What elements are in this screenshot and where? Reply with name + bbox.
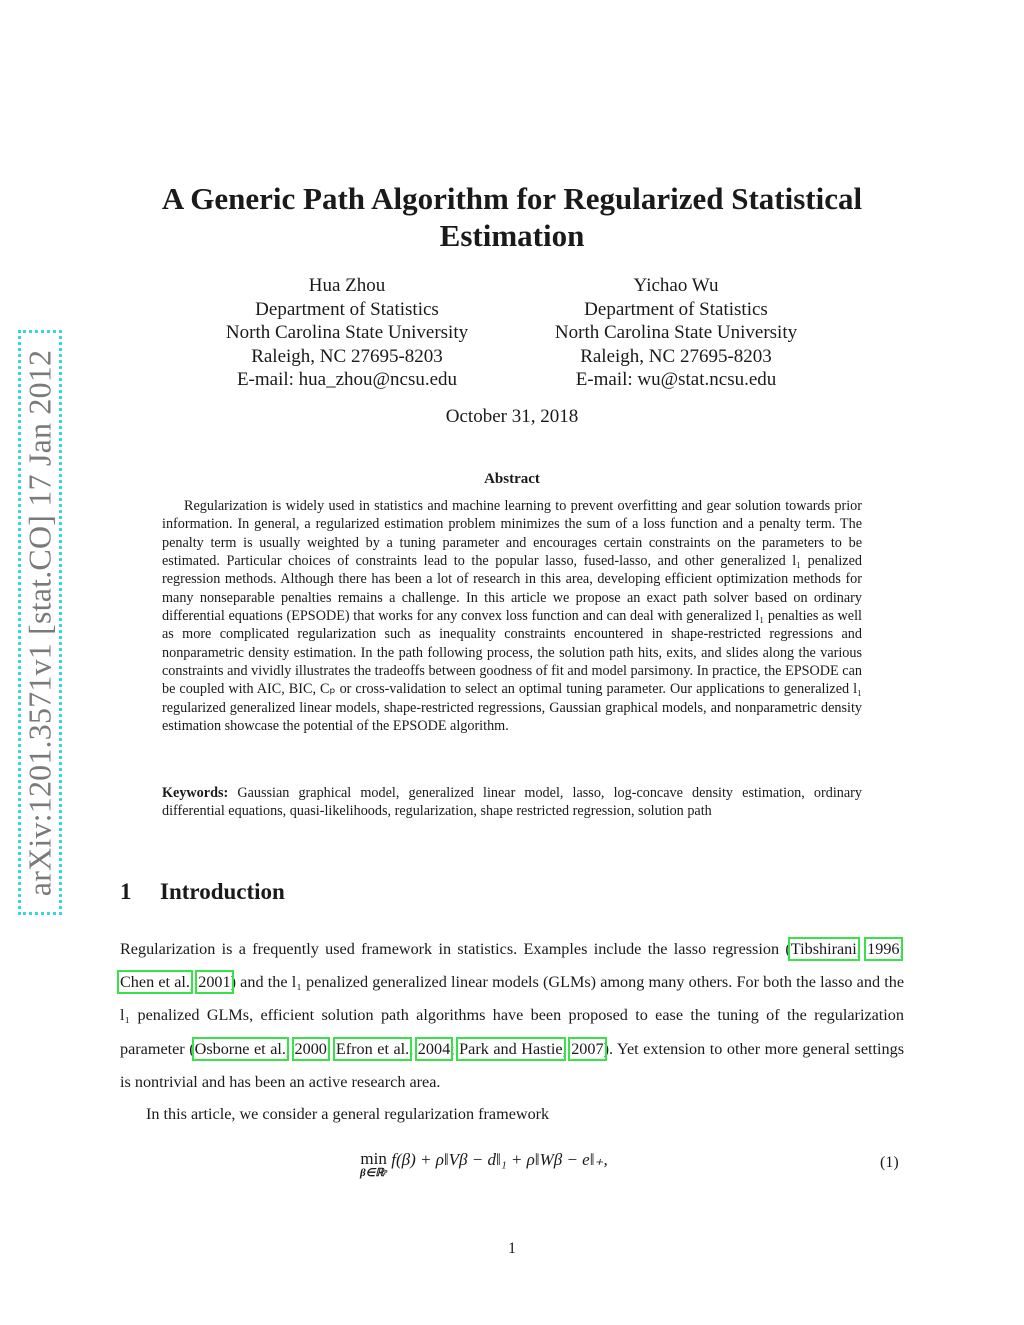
text-run: ). Yet extension to other more general settings is nontrivial and has been an active research area. [120, 1039, 905, 1091]
author-department: Department of Statistics [255, 298, 439, 320]
citation-link[interactable]: Osborne et al. [194, 1039, 286, 1058]
author-name: Hua Zhou [308, 275, 386, 296]
citation-link[interactable]: 2007 [571, 1039, 604, 1058]
paper-title: A Generic Path Algorithm for Regularized Statistical Estimation [161, 181, 863, 253]
section-heading [120, 879, 285, 905]
citation-link[interactable]: 2001 [198, 973, 231, 992]
text-run: ) and the l₁ penalized generalized linear models (GLMs) among many others. For both the lasso and the l₁ penalized GLMs, efficient solution path algorithms have been proposed to ease the tuning of the regularization parameter ( [120, 973, 904, 1058]
text-run: , [856, 940, 868, 958]
author-email: E-mail: hua_zhou@ncsu.edu [236, 369, 458, 390]
arxiv-stamp-text: arXiv:1201.3571v1 [stat.CO] 17 Jan 2012 [21, 349, 58, 896]
author-block-2 [506, 274, 846, 392]
page-number: 1 [508, 1240, 516, 1257]
author-email: E-mail: wu@stat.ncsu.edu [575, 369, 777, 390]
text-run: , [189, 973, 199, 992]
text-run: ; [326, 1039, 336, 1058]
equation-label: (1) [880, 1154, 899, 1171]
citation-link[interactable]: Chen et al. [120, 973, 190, 992]
equation-1 [360, 1150, 608, 1178]
intro-paragraph [120, 933, 904, 1099]
text-run: , [562, 1039, 572, 1058]
citation-link[interactable]: 2000 [294, 1039, 327, 1058]
text-run: ; [899, 940, 905, 958]
author-department: Department of Statistics [584, 298, 768, 320]
citation-link[interactable]: 1996 [867, 940, 900, 958]
section-number: 1 [120, 879, 132, 904]
citation-link[interactable]: Park and Hastie [459, 1039, 563, 1058]
min-label: min [360, 1149, 387, 1168]
keywords-text: Gaussian graphical model, generalized linear model, lasso, log-concave density estimation, ordinary differential equations, quasi-likelihoods, regularization, shape restricted regression, solution path [162, 785, 862, 820]
author-address: Raleigh, NC 27695-8203 [580, 345, 772, 367]
citation-link[interactable]: Tibshirani [790, 940, 857, 958]
keywords [162, 784, 862, 821]
citation-link[interactable]: 2004 [417, 1039, 451, 1058]
paper-date: October 31, 2018 [445, 406, 579, 427]
section-title: Introduction [160, 879, 285, 904]
author-university: North Carolina State University [225, 322, 469, 343]
text-run: , [285, 1039, 295, 1058]
abstract-text: Regularization is widely used in statistics and machine learning to prevent overfitting and gear solution towards prior information. In general, a regularized estimation problem minimizes the sum of a loss function and a penalty term. The penalty term is usually weighted by a tuning parameter and encourages certain constraints on the parameters to be estimated. Particular choices of constraints lead to the popular lasso, fused-lasso, and other generalized l₁ penalized regression methods. Although there has been a lot of research in this area, developing efficient optimization methods for many nonseparable penalties remains a challenge. In this article we propose an exact path solver based on ordinary differential equations (EPSODE) that works for any convex loss function and can deal with generalized l₁ penalties as well as more complicated regularization such as inequality constraints encountered in shape-restricted regressions and nonparametric density estimation. In the path following process, the solution path hits, exits, and slides along the various constraints and vividly illustrates the tradeoffs between goodness of fit and model parsimony. In practice, the EPSODE can be coupled with AIC, BIC, Cₚ or cross-validation to select an optimal tuning parameter. Our applications to generalized l₁ regularized generalized linear models, shape-restricted regressions, Gaussian graphical models, and nonparametric density estimation showcase the potential of the EPSODE algorithm. [162, 498, 862, 735]
citation-link[interactable]: Efron et al. [335, 1039, 410, 1058]
text-run: Regularization is a frequently used framework in statistics. Examples include the lasso regression ( [120, 940, 791, 958]
text-run: , [409, 1039, 418, 1058]
abstract-heading: Abstract [484, 471, 540, 487]
keywords-label: Keywords: [162, 785, 229, 801]
framework-paragraph: In this article, we consider a general regularization framework [146, 1105, 550, 1123]
min-subscript: β∈ℝᵖ [360, 1167, 388, 1179]
text-run: ; [450, 1039, 460, 1058]
author-address: Raleigh, NC 27695-8203 [251, 345, 443, 367]
min-operator [360, 1150, 387, 1178]
author-block-1 [177, 274, 517, 392]
author-name: Yichao Wu [633, 275, 719, 296]
equation-expression: f(β) + ρ‖Vβ − d‖₁ + ρ‖Wβ − e‖₊, [391, 1150, 608, 1169]
author-university: North Carolina State University [554, 322, 798, 343]
